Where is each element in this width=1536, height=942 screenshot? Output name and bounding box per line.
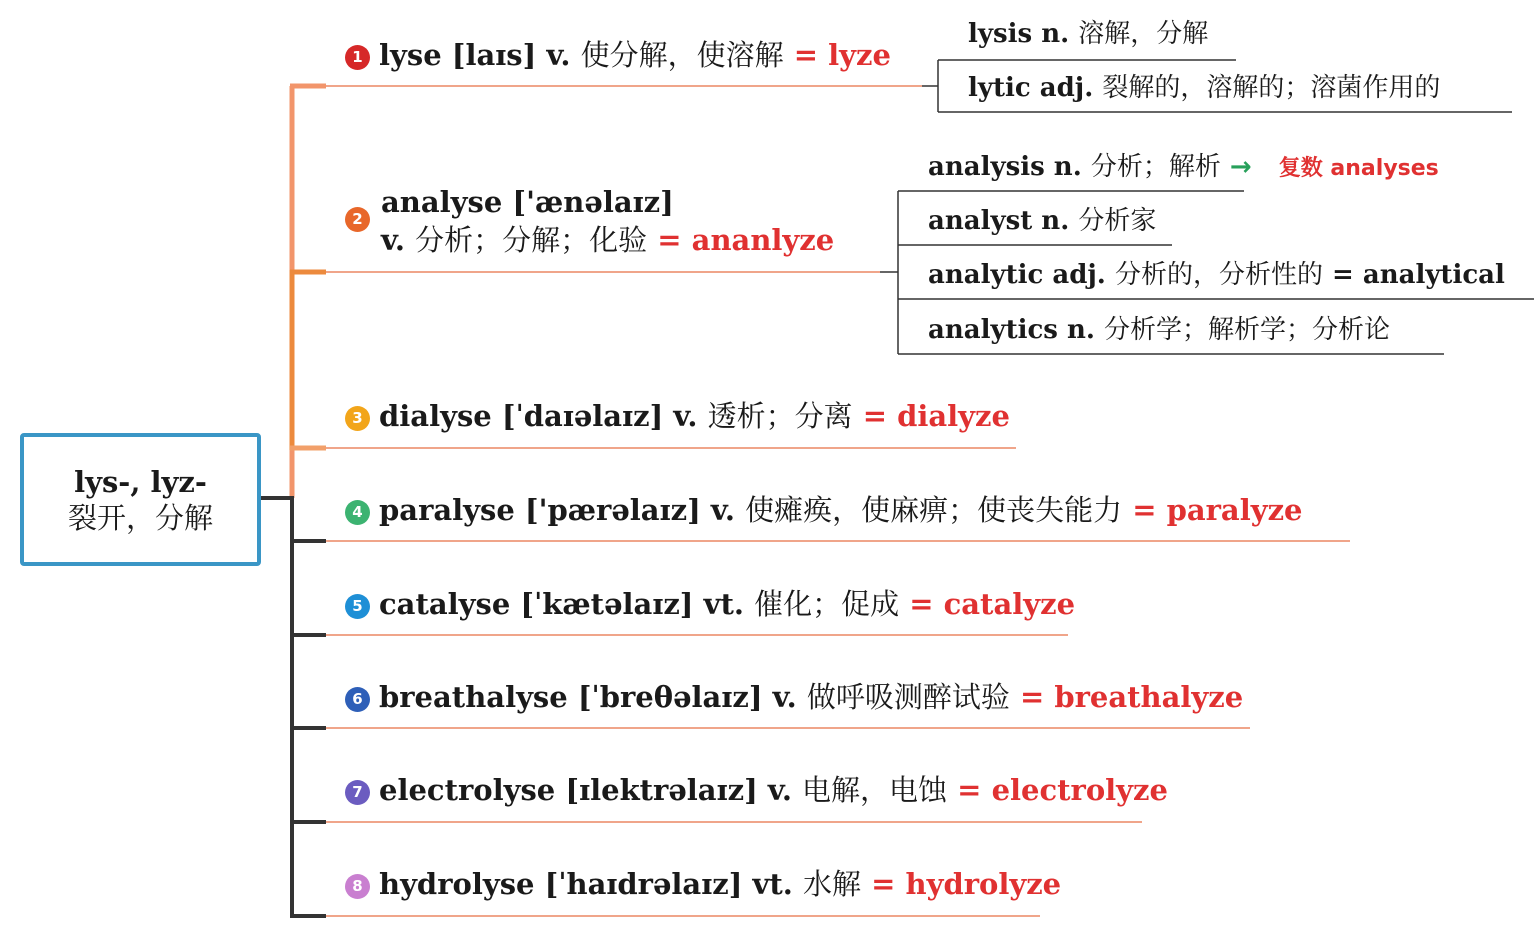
branch-phonetic: ['pærəlaɪz]: [524, 493, 701, 527]
branch-breathalyse: [345, 678, 1243, 716]
branch-word: paralyse: [379, 493, 515, 527]
number-badge-1: 1: [345, 45, 370, 70]
branch-equivalent: = catalyze: [909, 587, 1076, 621]
child-word: analytics: [928, 315, 1058, 345]
child-analytics: [928, 314, 1390, 346]
child-word: lytic: [968, 73, 1031, 103]
branch-phonetic: [laɪs]: [451, 38, 537, 72]
root-node: [20, 433, 261, 566]
number-badge-6: 6: [345, 687, 370, 712]
branch-pos: v.: [710, 493, 735, 527]
branch-phonetic: [ˈkætəlaɪz]: [520, 587, 694, 621]
branch-phonetic: [ˈbreθəlaɪz]: [577, 680, 763, 714]
branch-equivalent: = lyze: [793, 38, 891, 72]
branch-meaning: 使瘫痪，使麻痹；使丧失能力: [745, 493, 1123, 527]
child-word: lysis: [968, 19, 1033, 49]
root-title: lys-, lyz-: [74, 464, 207, 499]
child-pos: n.: [1041, 206, 1070, 236]
child-word: analyst: [928, 206, 1033, 236]
branch-phonetic: [ˈhaɪdrəlaɪz]: [544, 867, 743, 901]
child-meaning: 分析的，分析性的: [1114, 260, 1323, 290]
number-badge-3: 3: [345, 406, 370, 431]
branch-analyse: [345, 183, 834, 259]
child-pos: adj.: [1052, 260, 1106, 290]
branch-catalyse: [345, 585, 1075, 623]
branch-dialyse: [345, 397, 1010, 435]
child-meaning: 分析学；解析学；分析论: [1104, 315, 1391, 345]
child-pos: n.: [1041, 19, 1070, 49]
child-lysis: [968, 18, 1208, 50]
child-meaning: 裂解的，溶解的；溶菌作用的: [1102, 73, 1441, 103]
branch-meaning: 水解: [802, 867, 861, 901]
branch-word: analyse: [381, 185, 503, 219]
branch-meaning: 分析；分解；化验: [415, 223, 648, 257]
branch-word: catalyse: [379, 587, 511, 621]
branch-equivalent: = electrolyze: [957, 773, 1168, 807]
branch-pos: v.: [381, 223, 406, 257]
number-badge-5: 5: [345, 594, 370, 619]
branch-meaning: 电解，电蚀: [802, 773, 948, 807]
branch-word: lyse: [379, 38, 442, 72]
child-meaning: 分析家: [1078, 206, 1157, 236]
branch-equivalent: = paralyze: [1132, 493, 1303, 527]
branch-lyse: [345, 36, 891, 74]
branch-meaning: 催化；促成: [754, 587, 900, 621]
branch-word: dialyse: [379, 399, 492, 433]
branch-equivalent: = dialyze: [862, 399, 1010, 433]
root-meaning: 裂开，分解: [67, 500, 213, 535]
branch-meaning: 使分解，使溶解: [580, 38, 784, 72]
child-meaning: 溶解，分解: [1078, 19, 1209, 49]
branch-equivalent: = breathalyze: [1019, 680, 1244, 714]
branch-word: breathalyse: [379, 680, 568, 714]
branch-line-1: [345, 183, 834, 221]
number-badge-2: 2: [345, 207, 370, 232]
branch-pos: v.: [673, 399, 698, 433]
child-meaning: 分析；解析: [1090, 152, 1221, 182]
child-word: analysis: [928, 152, 1045, 182]
child-pos: adj.: [1039, 73, 1094, 103]
branch-equivalent: = hydrolyze: [871, 867, 1062, 901]
number-badge-4: 4: [345, 500, 370, 525]
branch-word: hydrolyse: [379, 867, 535, 901]
branch-phonetic: [ˈdaɪəlaɪz]: [501, 399, 664, 433]
branch-meaning: 透析；分离: [707, 399, 853, 433]
branch-pos: v.: [546, 38, 571, 72]
arrow-right-icon: →: [1229, 152, 1252, 182]
child-analytic: [928, 259, 1505, 291]
branch-phonetic: [ɪlektrəlaɪz]: [565, 773, 758, 807]
branch-electrolyse: [345, 771, 1168, 809]
child-lytic: [968, 72, 1440, 104]
child-word: analytic: [928, 260, 1044, 290]
branch-phonetic: ['ænəlaɪz]: [512, 185, 674, 219]
branch-hydrolyse: [345, 865, 1061, 903]
branch-meaning: 做呼吸测醉试验: [806, 680, 1010, 714]
child-pos: n.: [1067, 315, 1095, 345]
branch-pos: vt.: [752, 867, 793, 901]
branch-equivalent: = ananlyze: [657, 223, 835, 257]
branch-pos: v.: [767, 773, 792, 807]
child-analyst: [928, 205, 1156, 237]
branch-word: electrolyse: [379, 773, 556, 807]
number-badge-8: 8: [345, 874, 370, 899]
plural-note: 复数 analyses: [1278, 156, 1439, 181]
branch-line-2: [345, 221, 834, 259]
child-equivalent: = analytical: [1332, 260, 1505, 290]
number-badge-7: 7: [345, 780, 370, 805]
child-pos: n.: [1053, 152, 1082, 182]
branch-pos: v.: [772, 680, 797, 714]
child-analysis: [928, 151, 1439, 185]
branch-paralyse: [345, 491, 1303, 529]
branch-pos: vt.: [703, 587, 744, 621]
